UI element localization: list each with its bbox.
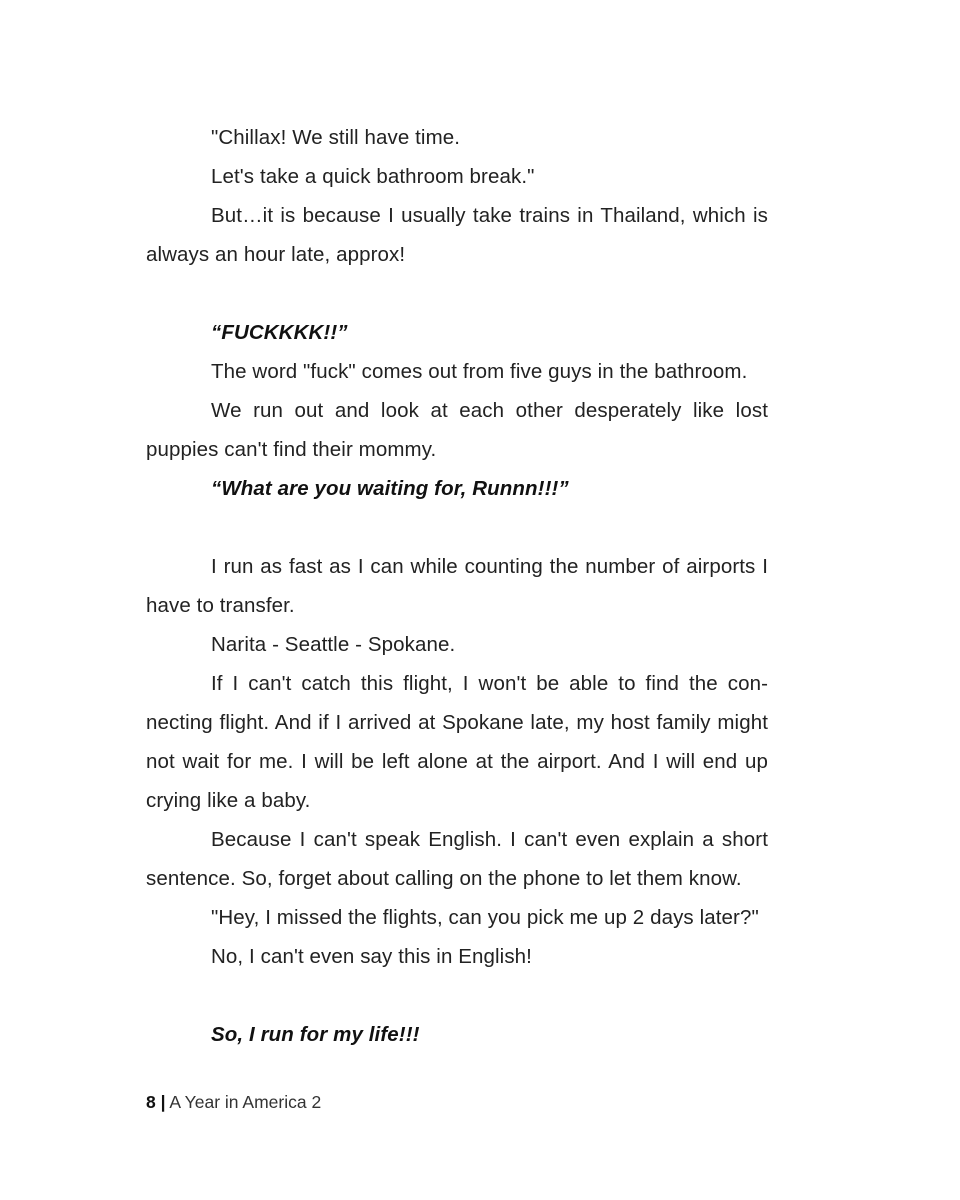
paragraph: Narita - Seattle - Spokane.: [211, 633, 456, 656]
paragraph-spacer: [146, 508, 768, 547]
paragraph: But…it is because I usually take trains in Thailand, which is always an hour late, approx!: [146, 204, 768, 266]
book-title: A Year in America 2: [169, 1092, 322, 1112]
paragraph: Because I can't speak English. I can't even explain a short sentence. So, forget about calling on the phone to let them know.: [146, 828, 768, 890]
emphasized-line: So, I run for my life!!!: [211, 1023, 420, 1046]
footer-separator: |: [160, 1092, 166, 1112]
paragraph: I run as fast as I can while counting the number of airports I have to transfer.: [146, 555, 768, 617]
emphasized-line: “FUCKKKK!!”: [211, 321, 348, 344]
paragraph: The word "fuck" comes out from five guys in the bathroom.: [211, 360, 748, 383]
paragraph: If I can't catch this flight, I won't be able to find the con-necting flight. And if I arrived at Spokane late, my host family might not wait for me. I will be left alone at the airport. And I will end up crying like a baby.: [146, 672, 768, 812]
paragraph-spacer: [146, 976, 768, 1015]
paragraph: We run out and look at each other desperately like lost puppies can't find their mommy.: [146, 399, 768, 461]
paragraph: "Hey, I missed the flights, can you pick me up 2 days later?": [211, 906, 759, 929]
paragraph: Let's take a quick bathroom break.": [211, 165, 535, 188]
page-body: [146, 118, 768, 1054]
emphasized-line: “What are you waiting for, Runnn!!!”: [211, 477, 569, 500]
paragraph: No, I can't even say this in English!: [211, 945, 532, 968]
page-footer: [146, 1092, 321, 1113]
paragraph-spacer: [146, 274, 768, 313]
paragraph: "Chillax! We still have time.: [211, 126, 461, 149]
page-number: 8: [146, 1092, 156, 1112]
